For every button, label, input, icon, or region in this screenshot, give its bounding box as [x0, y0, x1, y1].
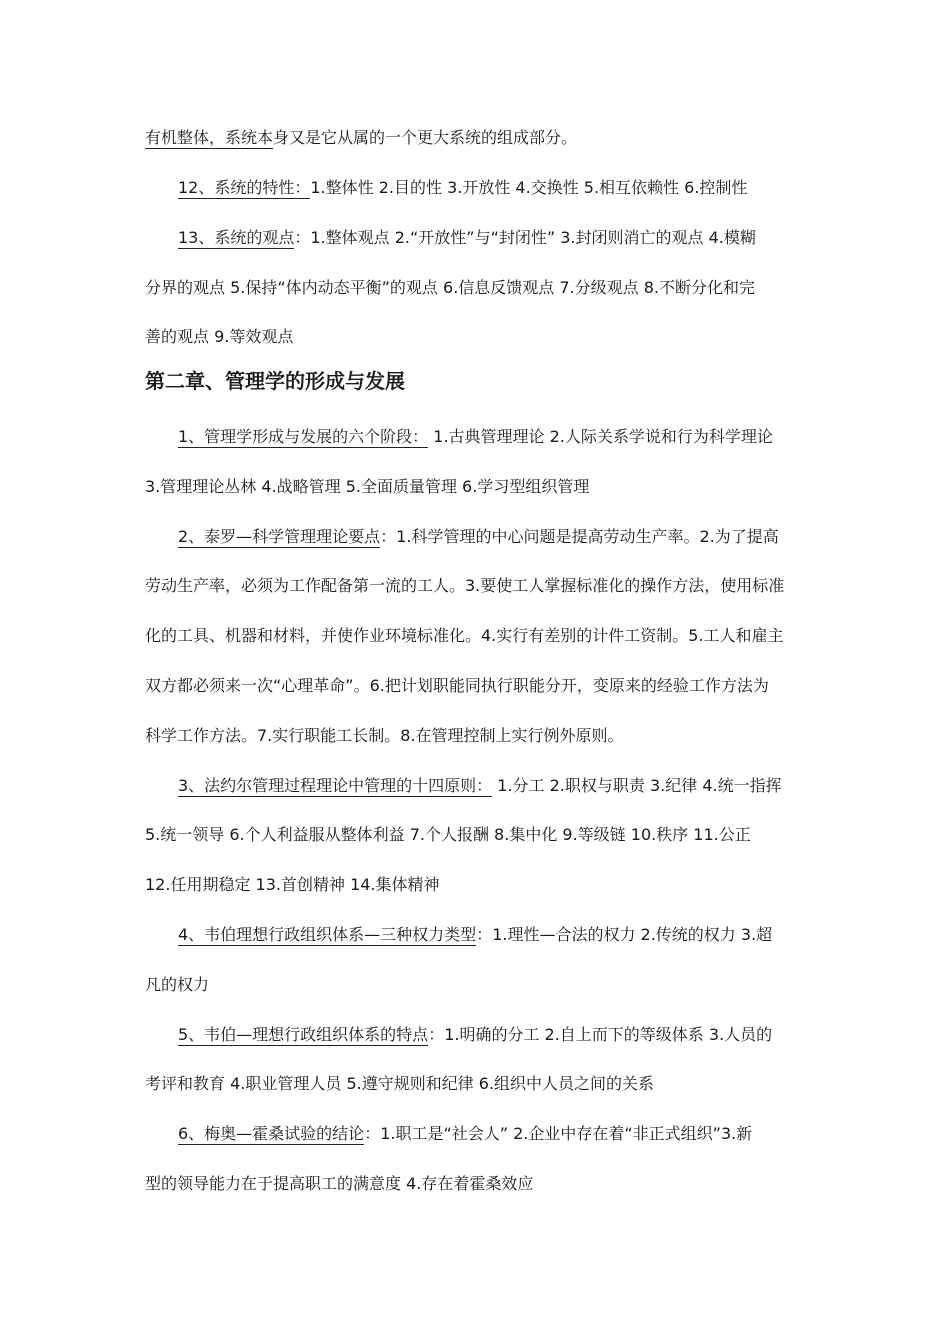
text-line	[145, 974, 810, 996]
text-line	[145, 277, 810, 299]
line-text: 1.分工 2.职权与职责 3.纪律 4.统一指挥	[492, 776, 782, 795]
text-line	[145, 1173, 810, 1195]
line-text: ：1.职工是“社会人” 2.企业中存在着“非正式组织”3.新	[364, 1124, 753, 1143]
underlined-term: 1、管理学形成与发展的六个阶段：	[178, 427, 429, 446]
line-text: 身又是它从属的一个更大系统的组成部分。	[273, 128, 578, 147]
underlined-term: 3、法约尔管理过程理论中管理的十四原则：	[178, 776, 493, 795]
text-line	[178, 775, 810, 797]
underlined-term: 6、梅奥—霍桑试验的结论	[178, 1124, 365, 1143]
text-line	[178, 526, 810, 548]
text-line	[178, 924, 810, 946]
text-line	[178, 1024, 810, 1046]
text-line	[178, 426, 810, 448]
text-line	[145, 874, 810, 896]
text-line	[145, 1073, 810, 1095]
underlined-term: 13、系统的观点	[178, 228, 295, 247]
line-text: 分界的观点 5.保持“体内动态平衡”的观点 6.信息反馈观点 7.分级观点 8.不断分化和完	[145, 278, 755, 297]
line-text: 5.统一领导 6.个人利益服从整体利益 7.个人报酬 8.集中化 9.等级链 10.秩序 11.公正	[145, 825, 751, 844]
underlined-term: 5、韦伯—理想行政组织体系的特点	[178, 1025, 429, 1044]
line-text: 双方都必须来一次“心理革命”。6.把计划职能同执行职能分开，变原来的经验工作方法为	[145, 676, 769, 695]
text-line	[145, 476, 810, 498]
text-line	[178, 227, 810, 249]
line-text: 12.任用期稳定 13.首创精神 14.集体精神	[145, 875, 440, 894]
line-text: ：1.明确的分工 2.自上而下的等级体系 3.人员的	[428, 1025, 773, 1044]
text-line	[145, 127, 810, 149]
line-text: 科学工作方法。7.实行职能工长制。8.在管理控制上实行例外原则。	[145, 726, 624, 745]
underlined-term: 有机整体，系统本	[145, 128, 274, 147]
line-text: 劳动生产率，必须为工作配备第一流的工人。3.要使工人掌握标准化的操作方法，使用标准	[145, 576, 785, 595]
line-text: 凡的权力	[145, 975, 210, 994]
line-text: 1.古典管理理论 2.人际关系学说和行为科学理论	[428, 427, 773, 446]
line-text: ：1.理性—合法的权力 2.传统的权力 3.超	[476, 925, 773, 944]
line-text: 化的工具、机器和材料，并使作业环境标准化。4.实行有差别的计件工资制。5.工人和雇主	[145, 626, 784, 645]
line-text: ：1.整体观点 2.“开放性”与“封闭性” 3.封闭则消亡的观点 4.模糊	[294, 228, 756, 247]
text-line	[145, 675, 810, 697]
text-line	[178, 177, 810, 199]
line-text: 考评和教育 4.职业管理人员 5.遵守规则和纪律 6.组织中人员之间的关系	[145, 1074, 655, 1093]
underlined-term: 2、泰罗—科学管理理论要点	[178, 527, 381, 546]
underlined-term: 4、韦伯理想行政组织体系—三种权力类型	[178, 925, 477, 944]
line-text: 善的观点 9.等效观点	[145, 327, 294, 346]
text-line	[145, 326, 810, 348]
text-line	[145, 625, 810, 647]
text-line	[145, 575, 810, 597]
text-line	[145, 824, 810, 846]
text-line	[145, 725, 810, 747]
underlined-term: 12、系统的特性：	[178, 178, 311, 197]
line-text: 3.管理理论丛林 4.战略管理 5.全面质量管理 6.学习型组织管理	[145, 477, 590, 496]
chapter-heading: 第二章、管理学的形成与发展	[145, 369, 405, 393]
line-text: 1.整体性 2.目的性 3.开放性 4.交换性 5.相互依赖性 6.控制性	[310, 178, 748, 197]
text-line	[178, 1123, 810, 1145]
line-text: 型的领导能力在于提高职工的满意度 4.存在着霍桑效应	[145, 1174, 534, 1193]
line-text: ：1.科学管理的中心问题是提高劳动生产率。2.为了提高	[380, 527, 779, 546]
